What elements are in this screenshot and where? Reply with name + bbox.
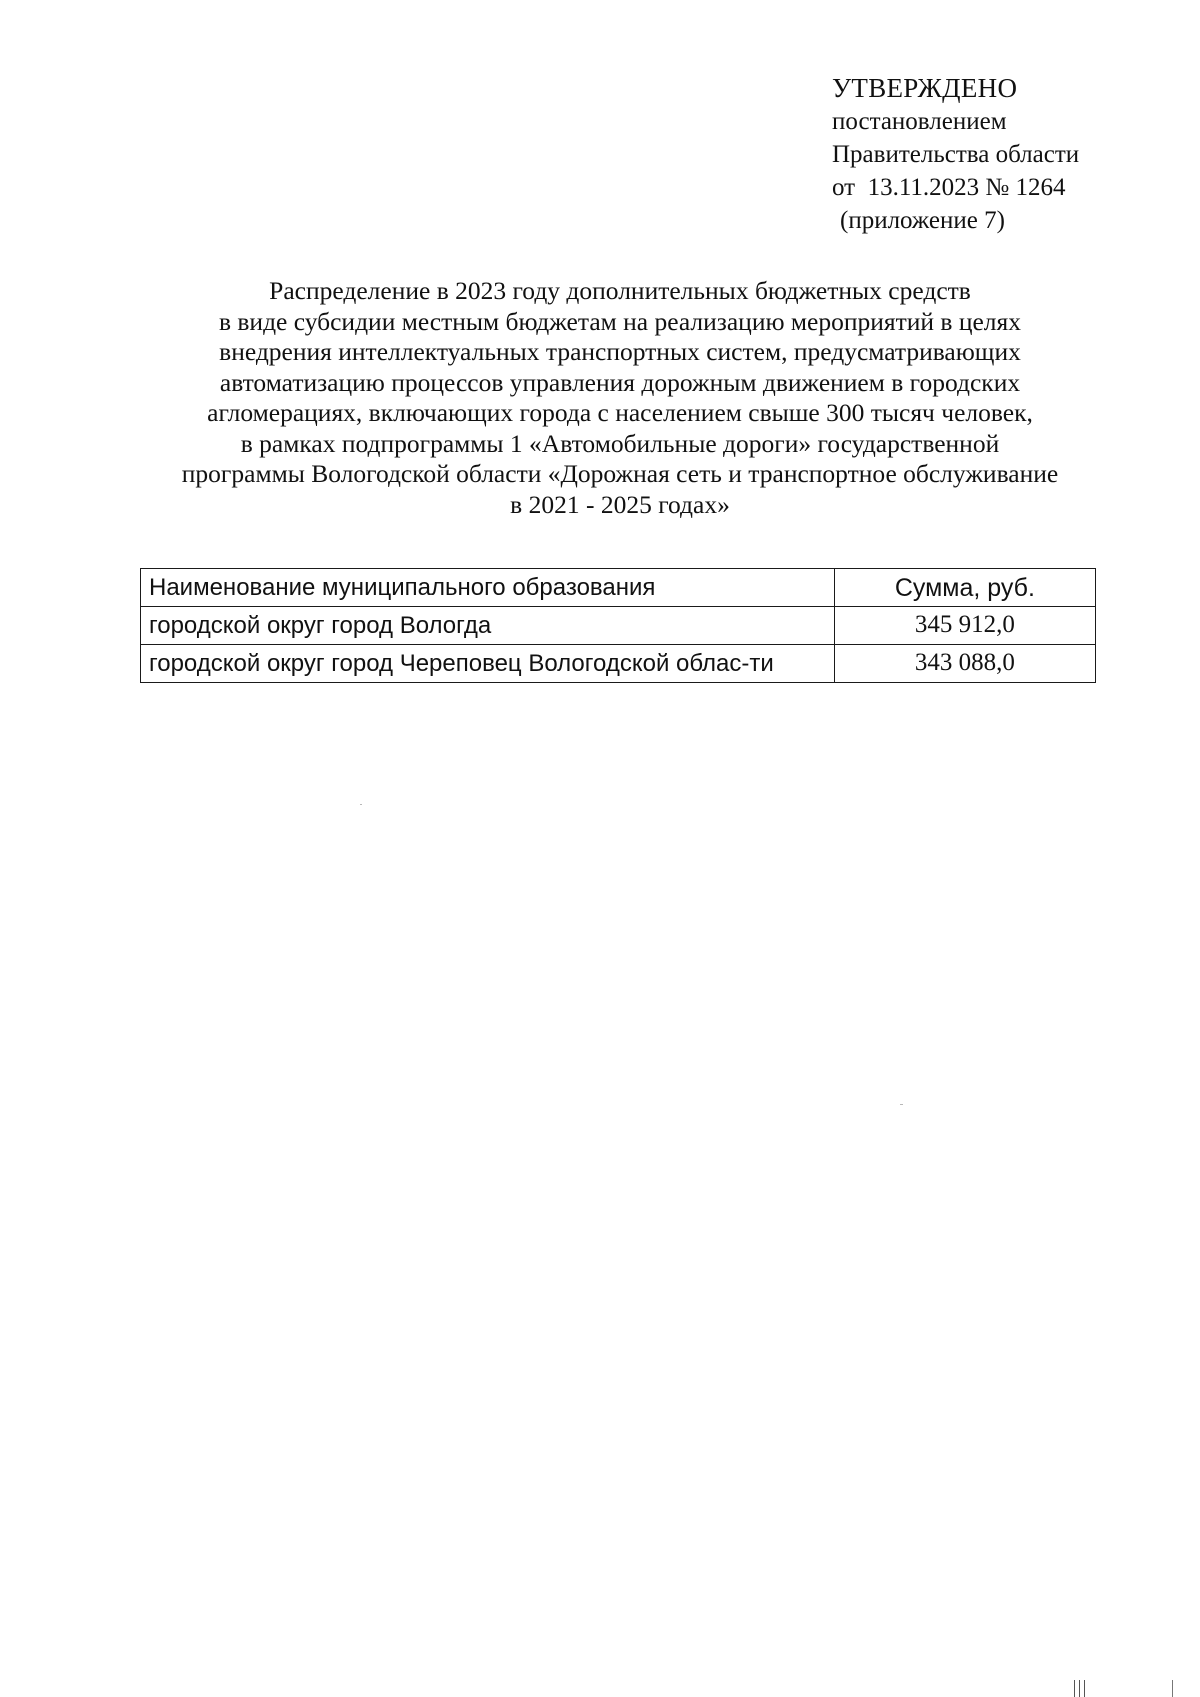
title-line: в 2021 - 2025 годах» (510, 489, 730, 519)
title-line: агломерациях, включающих города с населением свыше 300 тысяч человек, (207, 398, 1033, 427)
approval-line-decree: постановлением (832, 108, 1007, 135)
scan-speck (900, 1104, 903, 1105)
table-header-row (141, 569, 1096, 607)
cell-municipality-text: городской округ город Череповец Вологодской облас-ти (149, 650, 774, 677)
header-sum: Сумма, руб. (834, 569, 1095, 607)
cell-municipality (141, 645, 835, 683)
document-title (140, 276, 1100, 520)
approval-line-appendix: (приложение 7) (840, 207, 1005, 234)
approval-line-date-number: от 13.11.2023 № 1264 (832, 174, 1066, 201)
title-line: в виде субсидии местным бюджетам на реализацию мероприятий в целях (218, 306, 1022, 336)
approval-block (832, 72, 1172, 237)
title-line: Распределение в 2023 году дополнительных бюджетных средств (269, 276, 971, 305)
approval-title: УТВЕРЖДЕНО (832, 73, 1018, 103)
title-line: внедрения интеллектуальных транспортных систем, предусматривающих (219, 337, 1021, 366)
title-line: программы Вологодской области «Дорожная сеть и транспортное обслуживание (181, 459, 1059, 488)
table-row (141, 607, 1096, 645)
scan-edge-marks (1074, 1680, 1085, 1697)
cell-sum: 343 088,0 (834, 645, 1095, 683)
scan-edge-line (1172, 1680, 1173, 1697)
allocation-table (140, 568, 1096, 683)
title-line: автоматизацию процессов управления дорожным движением в городских (219, 367, 1021, 397)
title-line: в рамках подпрограммы 1 «Автомобильные дороги» государственной (240, 428, 1000, 458)
scan-speck (360, 804, 362, 805)
cell-sum: 345 912,0 (834, 607, 1095, 645)
cell-municipality: городской округ город Вологда (141, 607, 835, 645)
header-municipality: Наименование муниципального образования (141, 569, 835, 607)
approval-line-government: Правительства области (832, 141, 1080, 168)
table-row (141, 645, 1096, 683)
